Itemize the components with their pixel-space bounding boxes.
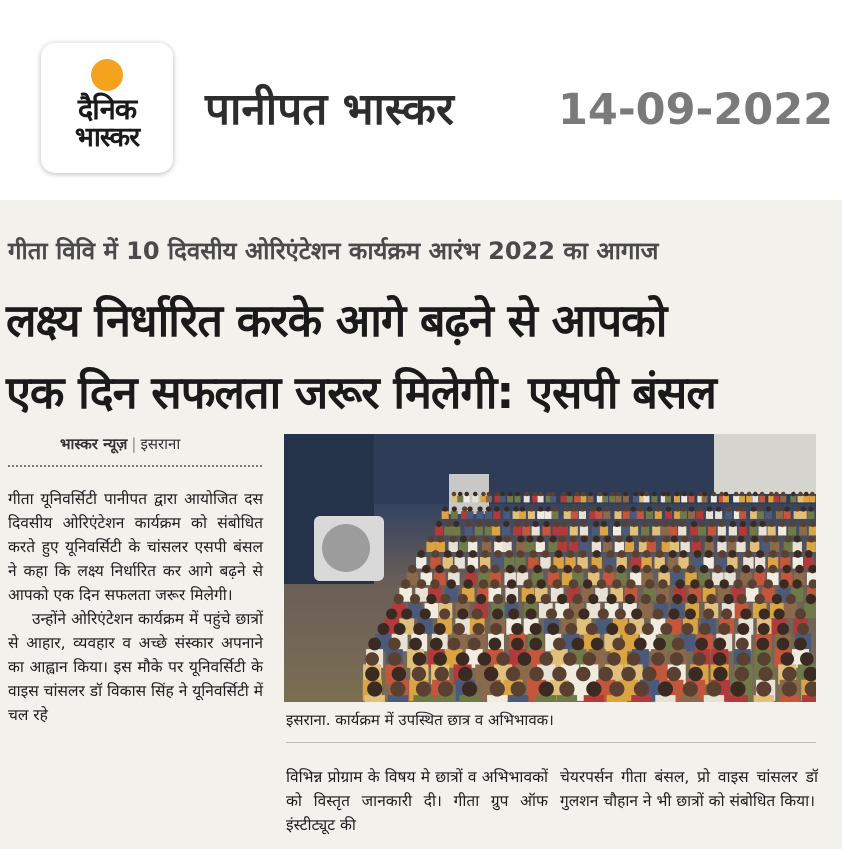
article-paragraph-2: उन्होंने ओरिएंटेशन कार्यक्रम में पहुंचे छात्रों से आहार, व्यवहार व अच्छे संस्कार अपनाने का आह्वान किया। इस मौके पर यूनिवर्सिटी के वाइस चांसलर डॉ विकास सिंह ने यूनिवर्सिटी में चल रहे [8, 610, 263, 724]
page-header [0, 0, 842, 200]
headline-line-1: लक्ष्य निर्धारित करके आगे बढ़ने से आपको [6, 294, 667, 347]
article-column-3-text: चेयरपर्सन गीता बंसल, प्रो वाइस चांसलर डॉ गुलशन चौहान ने भी छात्रों को संबोधित किया। [560, 768, 818, 810]
byline-place: इसराना [140, 435, 181, 453]
photo-caption: इसराना. कार्यक्रम में उपस्थित छात्र व अभिभावक। [286, 711, 554, 729]
headline-line-2: एक दिन सफलता जरूर मिलेगी: एसपी बंसल [6, 366, 716, 419]
article-column-1 [8, 487, 263, 727]
byline-source: भास्कर न्यूज़ [60, 435, 128, 453]
edition-title: पानीपत भास्कर [205, 84, 454, 135]
article-kicker: गीता विवि में 10 दिवसीय ओरिएंटेशन कार्यक्रम आरंभ 2022 का आगाज [8, 237, 659, 265]
audience-illustration [284, 434, 816, 702]
byline-separator: | [131, 435, 137, 453]
logo-text-bhaskar: भास्कर [74, 122, 140, 153]
article-column-2 [286, 765, 548, 837]
logo-text-dainik: दैनिक [77, 92, 137, 126]
article-column-2-text: विभिन्न प्रोग्राम के विषय मे छात्रों व अभिभावकों को विस्तृत जानकारी दी। गीता ग्रुप ऑफ इंस्टीट्यूट की [286, 768, 548, 834]
article-column-3 [560, 765, 818, 813]
article-paragraph-1: गीता यूनिवर्सिटी पानीपत द्वारा आयोजित दस दिवसीय ओरिएंटेशन कार्यक्रम को संबोधित करते हुए यूनिवर्सिटी के चांसलर एसपी बंसल ने कहा कि लक्ष्य निर्धारित कर आगे बढ़ने से आपको एक दिन सफलता जरूर मिलेगी। [8, 490, 263, 604]
byline [60, 432, 180, 456]
column-divider [286, 742, 816, 743]
sun-icon [91, 59, 123, 91]
byline-divider [8, 465, 262, 467]
dainik-bhaskar-logo[interactable] [41, 43, 173, 173]
event-photo [284, 434, 816, 702]
edition-date: 14-09-2022 [558, 85, 834, 135]
